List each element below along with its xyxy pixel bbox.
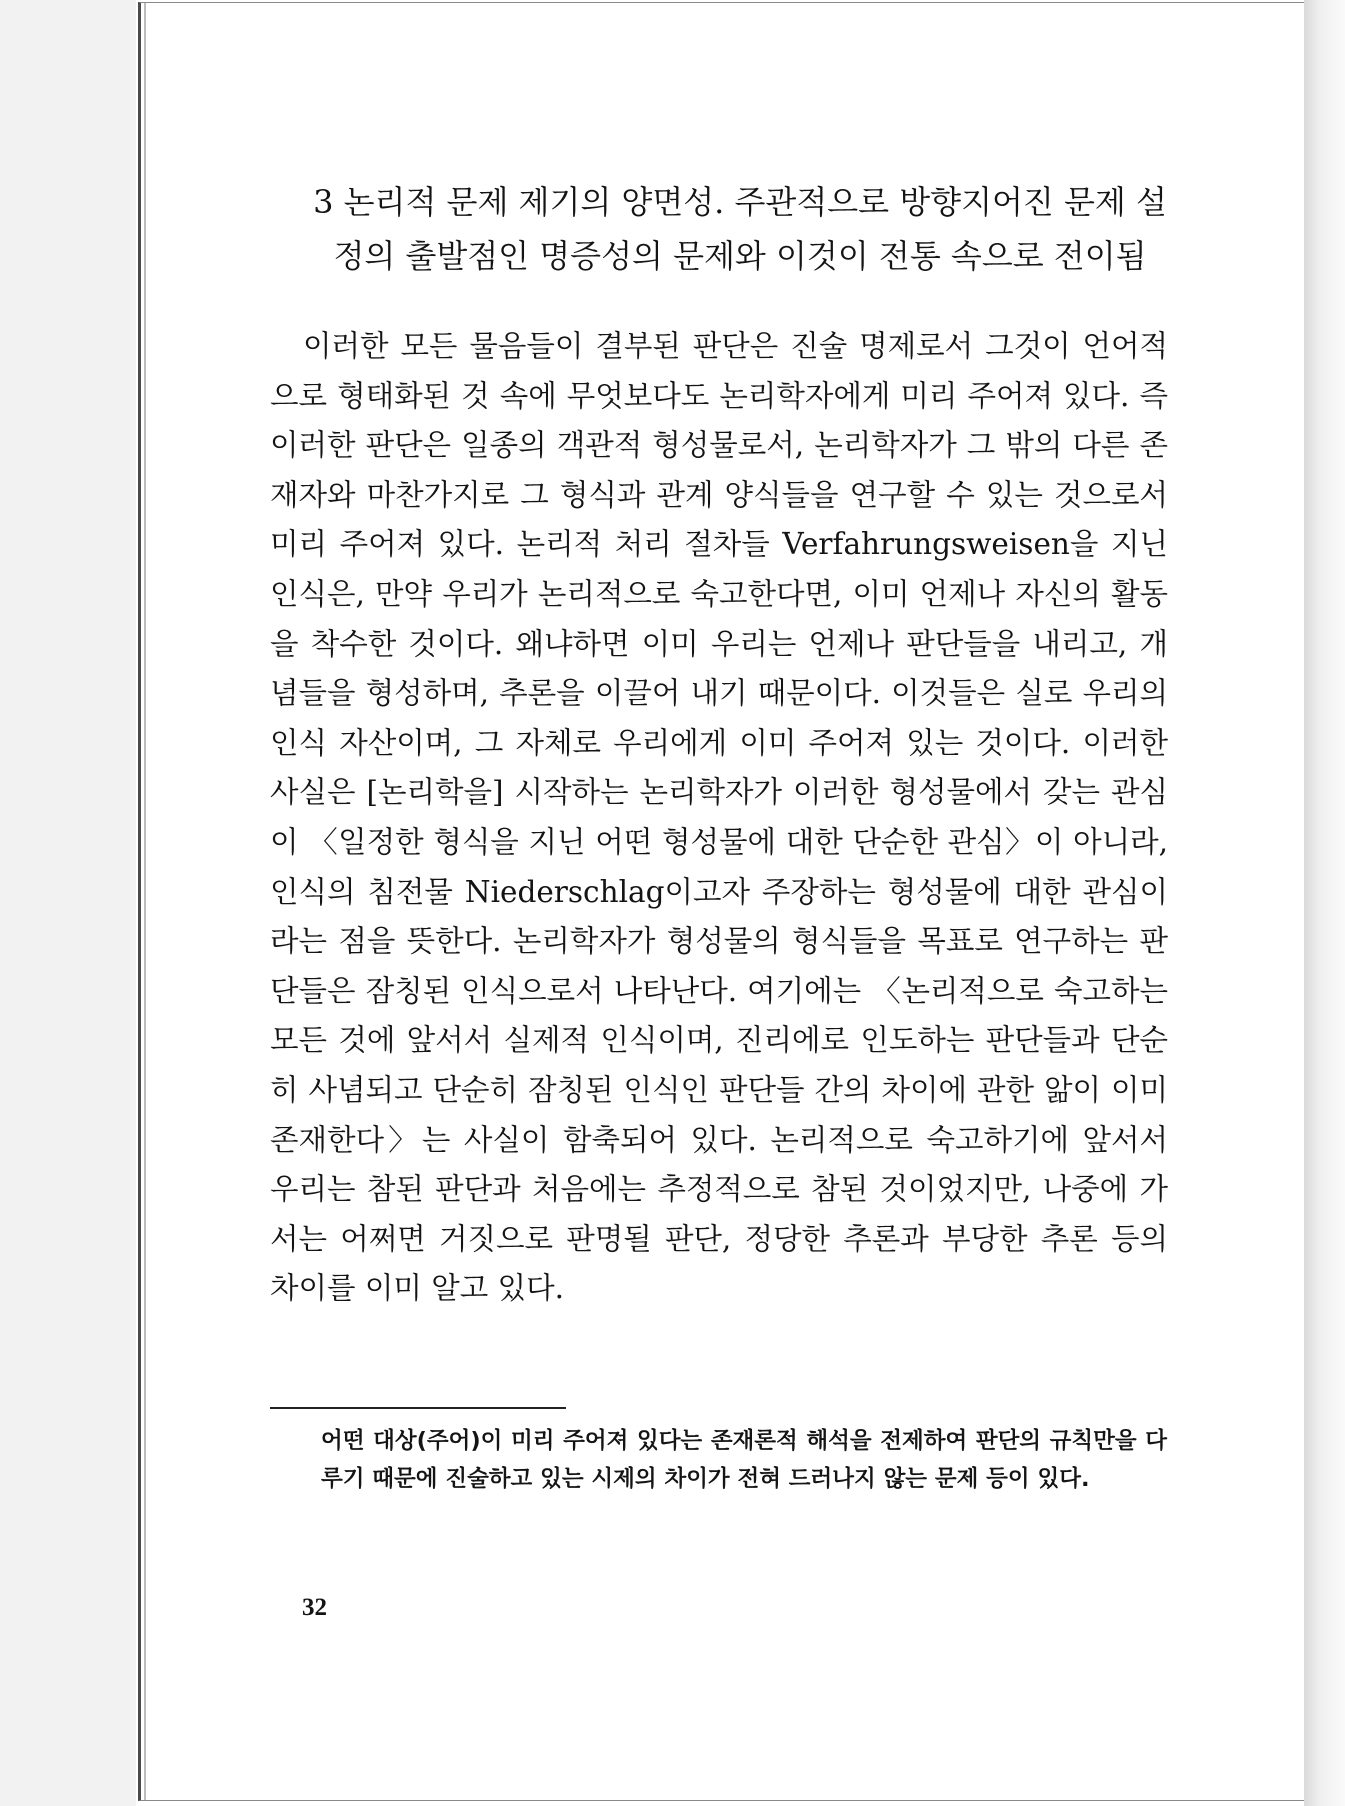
footnote-divider: [270, 1407, 566, 1409]
section-heading: 3 논리적 문제 제기의 양면성. 주관적으로 방향지어진 문제 설정의 출발점인 명증성의 문제와 이것이 전통 속으로 전이됨: [313, 183, 1167, 275]
page-number: 32: [302, 1594, 327, 1621]
body-paragraph: 이러한 모든 물음들이 결부된 판단은 진술 명제로서 그것이 언어적으로 형태화된 것 속에 무엇보다도 논리학자에게 미리 주어져 있다. 즉 이러한 판단은 일종의 객관적 형성물로서, 논리학자가 그 밖의 다른 존재자와 마찬가지로 그 형식과 관계 양식들을 연구할 수 있는 것으로서 미리 주어져 있다. 논리적 처리 절차들 Verfahrungsweisen을 지닌 인식은, 만약 우리가 논리적으로 숙고한다면, 이미 언제나 자신의 활동을 착수한 것이다. 왜냐하면 이미 우리는 언제나 판단들을 내리고, 개념들을 형성하며, 추론을 이끌어 내기 때문이다. 이것들은 실로 우리의 인식 자산이며, 그 자체로 우리에게 이미 주어져 있는 것이다. 이러한 사실은 [논리학을] 시작하는 논리학자가 이러한 형성물에서 갖는 관심이 〈일정한 형식을 지닌 어떤 형성물에 대한 단순한 관심〉이 아니라, 인식의 침전물 Niederschlag이고자 주장하는 형성물에 대한 관심이라는 점을 뜻한다. 논리학자가 형성물의 형식들을 목표로 연구하는 판단들은 잠칭된 인식으로서 나타난다. 여기에는 〈논리적으로 숙고하는 모든 것에 앞서서 실제적 인식이며, 진리에로 인도하는 판단들과 단순히 사념되고 단순히 잠칭된 인식인 판단들 간의 차이에 관한 앎이 이미 존재한다〉는 사실이 함축되어 있다. 논리적으로 숙고하기에 앞서서 우리는 참된 판단과 처음에는 추정적으로 참된 것이었지만, 나중에 가서는 어쩌면 거짓으로 판명될 판단, 정당한 추론과 부당한 추론 등의 차이를 이미 알고 있다.: [270, 329, 1168, 1306]
page-edge-shadow: [1304, 0, 1345, 1806]
footnote: 어떤 대상(주어)이 미리 주어져 있다는 존재론적 해석을 전제하여 판단의 규칙만을 다루기 때문에 진술하고 있는 시제의 차이가 전혀 드러나지 않는 문제 등이 있다.: [321, 1428, 1167, 1492]
viewer-left-margin: [0, 0, 136, 1806]
